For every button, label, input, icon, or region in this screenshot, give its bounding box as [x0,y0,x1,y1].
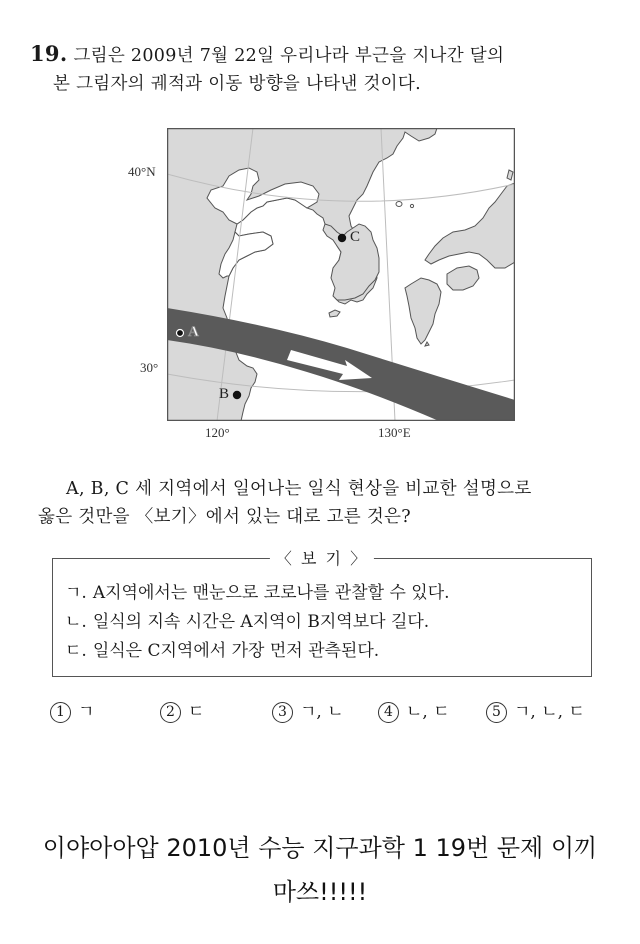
lon-label-130e: 130°E [378,425,411,440]
bogi-marker: ㄴ. [65,612,87,632]
bogi-item-nieun [65,608,450,637]
lat-label-30: 30° [140,360,159,375]
choice-number-circle: 4 [378,702,399,723]
choice-2[interactable] [160,697,204,723]
bogi-title: 〈 보 기 〉 [270,546,374,569]
point-c-label: C [350,229,361,245]
user-comment [0,826,640,914]
question-text-line2: 본 그림자의 궤적과 이동 방향을 나타낸 것이다. [53,74,421,94]
choice-text: ㄱ, ㄴ [300,702,344,722]
choice-text: ㄱ, ㄴ, ㄷ [514,702,585,722]
question-text-line1: 그림은 2009년 7월 22일 우리나라 부근을 지나간 달의 [73,46,505,66]
bogi-items [65,579,450,666]
bogi-item-digeut [65,637,450,666]
lon-label-120: 120° [205,425,230,440]
choice-3[interactable] [272,697,344,723]
point-b-label: B [219,386,230,402]
choice-number-circle: 5 [486,702,507,723]
bogi-item-giyeok [65,579,450,608]
choice-number-circle: 2 [160,702,181,723]
bogi-text: A지역에서는 맨눈으로 코로나를 관찰할 수 있다. [92,583,450,603]
lat-label-40n: 40°N [128,164,156,179]
point-b-marker [233,391,241,399]
comment-line2: 마쓰!!!!! [272,878,368,906]
choice-number-circle: 1 [50,702,71,723]
comment-line1: 이야아아압 2010년 수능 지구과학 1 19번 문제 이끼 [42,834,598,862]
prompt-line1: A, B, C 세 지역에서 일어나는 일식 현상을 비교한 설명으로 [66,479,532,499]
point-c-marker [338,234,346,242]
map-frame [167,128,515,421]
question-prompt [38,475,618,531]
point-a-marker [177,330,184,337]
question-number: 19. [30,41,68,66]
bogi-text: 일식은 C지역에서 가장 먼저 관측된다. [92,641,380,661]
choice-text: ㄴ, ㄷ [406,702,450,722]
choice-1[interactable] [50,697,94,723]
bogi-marker: ㄱ. [65,583,87,603]
choice-text: ㄷ [188,702,205,722]
question-header [30,40,610,98]
choice-5[interactable] [486,697,585,723]
choice-text: ㄱ [78,702,95,722]
point-a-label: A [188,324,199,340]
choice-4[interactable] [378,697,450,723]
island-ulleungdo [396,202,402,207]
island-dokdo [410,204,413,207]
eclipse-map [110,120,540,450]
bogi-text: 일식의 지속 시간은 A지역이 B지역보다 길다. [92,612,430,632]
bogi-marker: ㄷ. [65,641,87,661]
bogi-box [52,549,592,677]
prompt-line2: 옳은 것만을 〈보기〉에서 있는 대로 고른 것은? [38,507,411,527]
choice-number-circle: 3 [272,702,293,723]
